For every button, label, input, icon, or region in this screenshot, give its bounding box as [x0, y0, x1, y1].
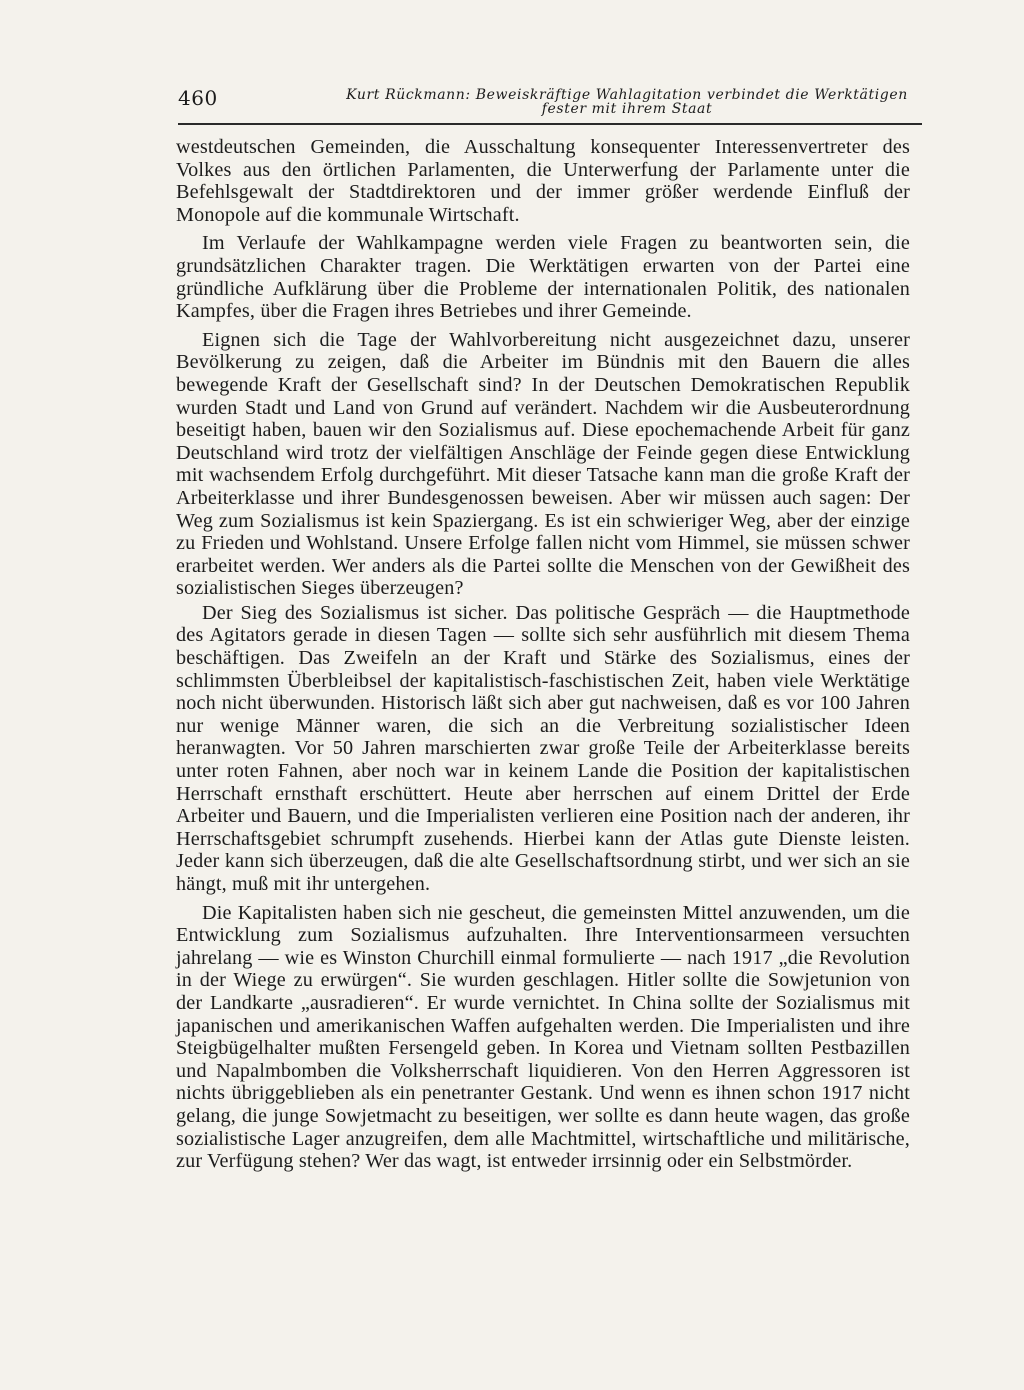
paragraph-4: Der Sieg des Sozialismus ist sicher. Das politische Gespräch — die Hauptmethode des Agitators gerade in diesen Tagen — sollte sich sehr ausführlich mit diesem Thema beschäftigen. Das Zweifeln an der Kraft und Stärke des Sozialismus, eines der schlimmsten Überbleibsel der kapitalistisch-faschistischen Zeit, haben viele Werktätige noch nicht überwunden. Historisch läßt sich aber gut nachweisen, daß es vor 100 Jahren nur wenige Männer waren, die sich an die Verbreitung sozialistischer Ideen heranwagten. Vor 50 Jahren marschierten zwar große Teile der Arbeiterklasse bereits unter roten Fahnen, aber noch war in keinem Lande die Position der kapitalistischen Herrschaft ernsthaft erschüttert. Heute aber herrschen auf einem Drittel der Erde Arbeiter und Bauern, und die Imperialisten verlieren eine Position nach der anderen, ihr Herrschaftsgebiet schrumpft zusehends. Hierbei kann der Atlas gute Dienste leisten. Jeder kann sich überzeugen, daß die alte Gesellschaftsordnung stirbt, und wer sich an sie hängt, muß mit ihr untergehen. — [176, 601, 910, 895]
running-head — [332, 88, 922, 116]
paragraph-5: Die Kapitalisten haben sich nie gescheut, die gemeinsten Mittel anzuwenden, um die Entwicklung zum Sozialismus aufzuhalten. Ihre Interventionsarmeen versuchten jahrelang — wie es Winston Churchill einmal formulierte — nach 1917 „die Revolution in der Wiege zu erwürgen“. Sie wurden geschlagen. Hitler sollte die Sowjetunion von der Landkarte „ausradieren“. Er wurde vernichtet. In China sollte der Sozialismus mit japanischen und amerikanischen Waffen aufgehalten werden. Die Imperialisten und ihre Steigbügelhalter mußten Fersengeld geben. In Korea und Vietnam sollten Pestbazillen und Napalmbomben die Volksherrschaft liquidieren. Von den Herren Aggressoren ist nichts übriggeblieben als ein penetranter Gestank. Und wenn es ihnen schon 1917 nicht gelang, die junge Sowjetmacht zu beseitigen, wer sollte es dann heute wagen, das große sozialistische Lager anzugreifen, dem alle Machtmittel, wirtschaftliche und militärische, zur Verfügung stehen? Wer das wagt, ist entweder irrsinnig oder ein Selbstmörder. — [176, 901, 910, 1173]
paragraph-2: Im Verlaufe der Wahlkampagne werden viele Fragen zu beantworten sein, die grundsätzlichen Charakter tragen. Die Werktätigen erwarten von der Partei eine gründliche Aufklärung über die Probleme der internationalen Politik, des nationalen Kampfes, über die Fragen ihres Betriebes und ihrer Gemeinde. — [176, 232, 910, 323]
page-number: 460 — [178, 86, 218, 110]
running-head-line-2: fester mit ihrem Staat — [541, 101, 713, 117]
paragraph-1: westdeutschen Gemeinden, die Ausschaltung konsequenter Interessenvertreter des Volkes aus den örtlichen Parlamenten, die Unterwerfung der Parlamente unter die Befehlsgewalt der Stadtdirektoren und der immer größer werdende Einfluß der Monopole auf die kommunale Wirtschaft. — [176, 136, 910, 226]
paragraph-3: Eignen sich die Tage der Wahlvorbereitung nicht ausgezeichnet dazu, unserer Bevölkerung zu zeigen, daß die Arbeiter im Bündnis mit den Bauern die alles bewegende Kraft der Gesellschaft sind? In der Deutschen Demokratischen Republik wurden Stadt und Land von Grund auf verändert. Nachdem wir die Ausbeuterordnung beseitigt haben, bauen wir den Sozialismus auf. Diese epochemachende Arbeit für ganz Deutschland wird trotz der vielfältigen Anschläge der Feinde gegen diese Entwicklung mit wachsendem Erfolg durchgeführt. Mit dieser Tatsache kann man die große Kraft der Arbeiterklasse und ihrer Bundesgenossen beweisen. Aber wir müssen auch sagen: Der Weg zum Sozialismus ist kein Spaziergang. Es ist ein schwieriger Weg, aber der einzige zu Frieden und Wohlstand. Unsere Erfolge fallen nicht vom Himmel, sie müssen schwer erarbeitet werden. Wer anders als die Partei sollte die Menschen von der Gewißheit des sozialistischen Sieges überzeugen? — [176, 328, 910, 600]
running-head-line-1: Kurt Rückmann: Beweiskräftige Wahlagitation verbindet die Werktätigen — [346, 87, 908, 103]
body-text — [176, 136, 910, 1179]
header-rule — [178, 123, 922, 125]
page-header — [178, 86, 922, 122]
